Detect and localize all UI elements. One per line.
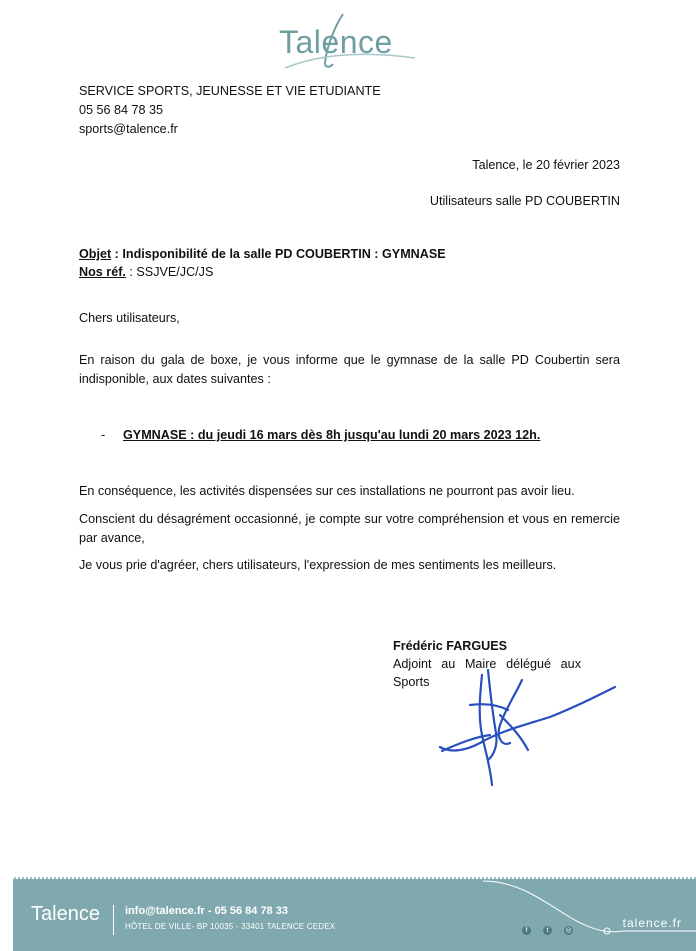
paragraph-thanks: Conscient du désagrément occasionné, je compte sur votre compréhension et vous en remercie par avance, <box>79 512 620 545</box>
subject-line <box>79 245 446 263</box>
bullet-text: GYMNASE : du jeudi 16 mars dès 8h jusqu'au lundi 20 mars 2023 12h. <box>123 428 541 442</box>
handwritten-signature <box>430 655 620 790</box>
twitter-icon[interactable]: t <box>543 926 552 935</box>
greeting: Chers utilisateurs, <box>79 311 180 325</box>
letter-date: Talence, le 20 février 2023 <box>472 158 620 172</box>
footer-separator <box>113 905 114 935</box>
footer-social-icons <box>522 926 573 935</box>
reference-line <box>79 263 213 281</box>
footer-logo: Talence <box>31 903 100 925</box>
sender-email[interactable]: sports@talence.fr <box>79 122 178 136</box>
subject-label: Objet <box>79 247 112 261</box>
signatory-title: Adjoint au Maire délégué aux Sports <box>393 657 581 689</box>
bullet-item <box>101 426 540 444</box>
paragraph-closing: Je vous prie d'agréer, chers utilisateurs, l'expression de mes sentiments les meilleurs. <box>79 558 557 572</box>
recipient: Utilisateurs salle PD COUBERTIN <box>429 194 620 208</box>
sender-block <box>79 82 381 139</box>
reference-text: SSJVE/JC/JS <box>136 265 214 279</box>
subject-separator: : <box>111 247 123 261</box>
paragraph-intro: En raison du gala de boxe, je vous informe que le gymnase de la salle PD Coubertin sera indisponible, aux dates suivantes : <box>79 353 620 386</box>
footer-band <box>13 879 696 951</box>
sender-service: SERVICE SPORTS, JEUNESSE ET VIE ETUDIANTE <box>79 84 381 98</box>
facebook-icon[interactable]: f <box>522 926 531 935</box>
logo-wordmark: Talence <box>279 24 393 60</box>
paragraph-consequence: En conséquence, les activités dispensées sur ces installations ne pourront pas avoir lieu. <box>79 484 575 498</box>
footer-contact[interactable]: info@talence.fr - 05 56 84 78 33 <box>125 905 288 917</box>
bullet-dash: - <box>101 428 106 442</box>
reference-label: Nos réf. <box>79 265 126 279</box>
sender-phone: 05 56 84 78 35 <box>79 103 164 117</box>
footer-website[interactable]: talence.fr <box>622 916 682 930</box>
footer-decorative-curve <box>483 879 696 951</box>
footer-address: HÔTEL DE VILLE- BP 10035 - 33401 TALENCE CEDEX <box>125 922 336 931</box>
reference-separator: : <box>125 265 137 279</box>
instagram-icon[interactable]: ◎ <box>565 927 572 934</box>
subject-text: Indisponibilité de la salle PD COUBERTIN : GYMNASE <box>122 247 446 261</box>
signatory-name: Frédéric FARGUES <box>393 639 508 653</box>
talence-logo <box>275 6 425 74</box>
